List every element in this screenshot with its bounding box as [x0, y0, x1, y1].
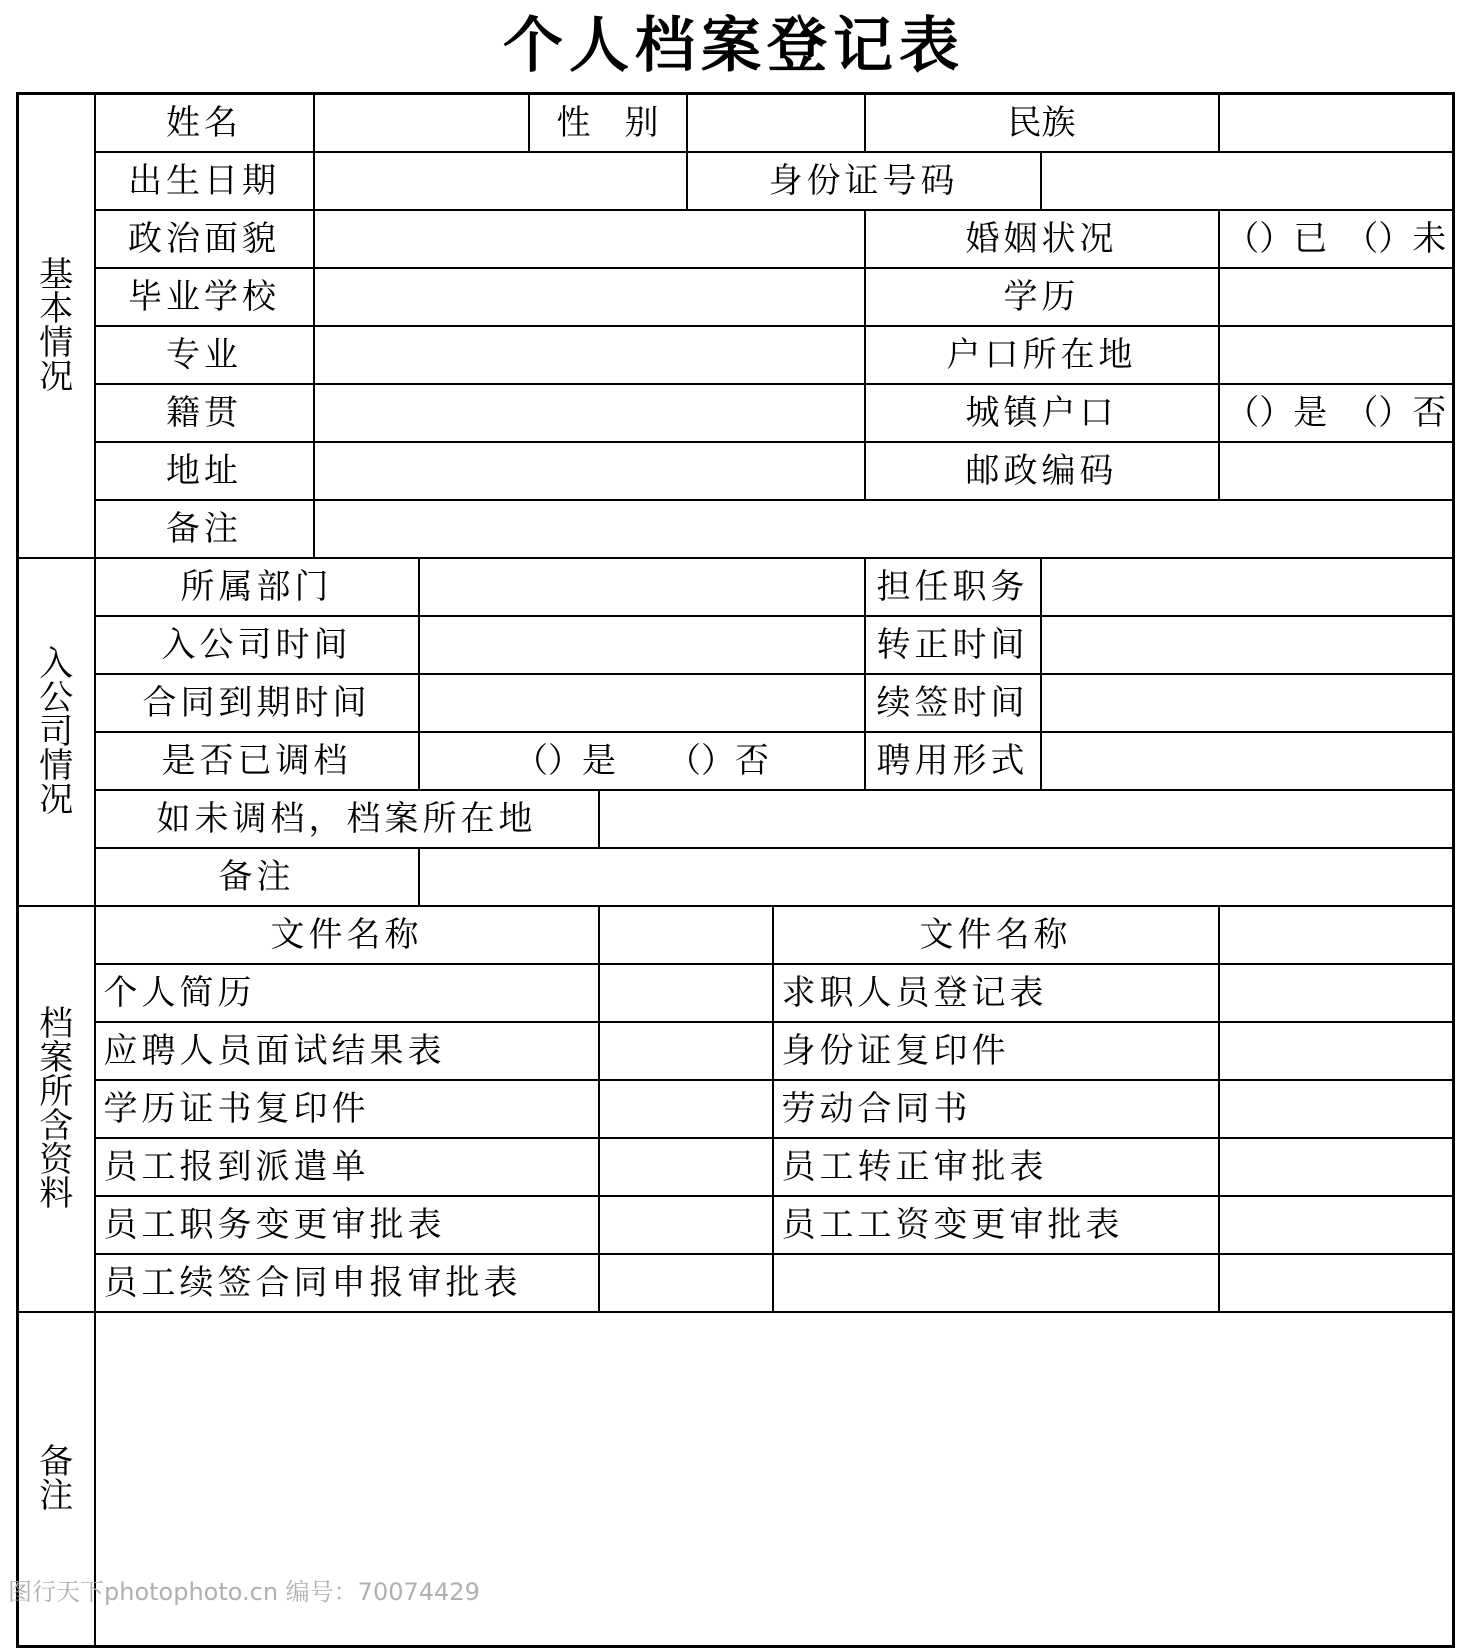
- label-file-location: 如未调档，档案所在地: [95, 790, 599, 848]
- file-check-left[interactable]: [599, 1196, 773, 1254]
- file-check-left[interactable]: [599, 1138, 773, 1196]
- file-check-right[interactable]: [1219, 1196, 1454, 1254]
- label-graduate-school: 毕业学校: [95, 268, 314, 326]
- label-name: 姓名: [95, 94, 314, 152]
- file-item-right: 员工工资变更审批表: [773, 1196, 1219, 1254]
- file-check-left[interactable]: [599, 964, 773, 1022]
- urban-hukou-options[interactable]: （）是 （）否: [1219, 384, 1454, 442]
- field-household-location[interactable]: [1219, 326, 1454, 384]
- field-ethnicity[interactable]: [1219, 94, 1454, 152]
- field-id-number[interactable]: [1041, 152, 1454, 210]
- label-postal-code: 邮政编码: [865, 442, 1219, 500]
- section-notes: 备注: [18, 1312, 95, 1647]
- field-position[interactable]: [1041, 558, 1454, 616]
- label-birth-date: 出生日期: [95, 152, 314, 210]
- section-basic-info: 基本情况: [18, 94, 95, 558]
- check-header-right[interactable]: [1219, 906, 1454, 964]
- label-renewal-date: 续签时间: [865, 674, 1041, 732]
- watermark: 图行天下photophoto.cn 编号：70074429: [8, 1578, 480, 1606]
- header-file-name-right: 文件名称: [773, 906, 1219, 964]
- file-item-left: 学历证书复印件: [95, 1080, 599, 1138]
- section-file-contents: 档案所含资料: [18, 906, 95, 1312]
- field-address[interactable]: [314, 442, 865, 500]
- file-item-right: [773, 1254, 1219, 1312]
- label-education: 学历: [865, 268, 1219, 326]
- label-file-transferred: 是否已调档: [95, 732, 419, 790]
- label-company-remarks: 备注: [95, 848, 419, 906]
- check-header-left[interactable]: [599, 906, 773, 964]
- field-basic-remarks[interactable]: [314, 500, 1454, 558]
- file-check-right[interactable]: [1219, 964, 1454, 1022]
- field-employment-type[interactable]: [1041, 732, 1454, 790]
- field-political-status[interactable]: [314, 210, 865, 268]
- label-employment-type: 聘用形式: [865, 732, 1041, 790]
- field-major[interactable]: [314, 326, 865, 384]
- label-position: 担任职务: [865, 558, 1041, 616]
- field-name[interactable]: [314, 94, 529, 152]
- field-renewal-date[interactable]: [1041, 674, 1454, 732]
- label-join-date: 入公司时间: [95, 616, 419, 674]
- file-check-left[interactable]: [599, 1254, 773, 1312]
- field-native-place[interactable]: [314, 384, 865, 442]
- field-department[interactable]: [419, 558, 865, 616]
- file-check-right[interactable]: [1219, 1022, 1454, 1080]
- field-regular-date[interactable]: [1041, 616, 1454, 674]
- label-urban-hukou: 城镇户口: [865, 384, 1219, 442]
- field-join-date[interactable]: [419, 616, 865, 674]
- field-education[interactable]: [1219, 268, 1454, 326]
- label-native-place: 籍贯: [95, 384, 314, 442]
- file-item-right: 求职人员登记表: [773, 964, 1219, 1022]
- label-ethnicity: 民族: [865, 94, 1219, 152]
- file-check-right[interactable]: [1219, 1138, 1454, 1196]
- file-item-right: 劳动合同书: [773, 1080, 1219, 1138]
- file-item-left: 员工报到派遣单: [95, 1138, 599, 1196]
- label-major: 专业: [95, 326, 314, 384]
- file-item-left: 员工职务变更审批表: [95, 1196, 599, 1254]
- field-birth-date[interactable]: [314, 152, 687, 210]
- label-id-number: 身份证号码: [687, 152, 1041, 210]
- file-item-left: 员工续签合同申报审批表: [95, 1254, 599, 1312]
- marital-status-options[interactable]: （）已 （）未: [1219, 210, 1454, 268]
- file-item-left: 应聘人员面试结果表: [95, 1022, 599, 1080]
- label-contract-expiry: 合同到期时间: [95, 674, 419, 732]
- label-regular-date: 转正时间: [865, 616, 1041, 674]
- file-check-right[interactable]: [1219, 1080, 1454, 1138]
- label-department: 所属部门: [95, 558, 419, 616]
- label-address: 地址: [95, 442, 314, 500]
- field-company-remarks[interactable]: [419, 848, 1454, 906]
- label-household-location: 户口所在地: [865, 326, 1219, 384]
- field-postal-code[interactable]: [1219, 442, 1454, 500]
- file-item-left: 个人简历: [95, 964, 599, 1022]
- field-gender[interactable]: [687, 94, 865, 152]
- label-marital-status: 婚姻状况: [865, 210, 1219, 268]
- label-political-status: 政治面貌: [95, 210, 314, 268]
- label-gender: 性 别: [529, 94, 687, 152]
- field-file-location[interactable]: [599, 790, 1454, 848]
- archive-form-table: [16, 92, 1455, 1648]
- label-basic-remarks: 备注: [95, 500, 314, 558]
- form-title: 个人档案登记表: [503, 11, 965, 81]
- field-contract-expiry[interactable]: [419, 674, 865, 732]
- file-check-left[interactable]: [599, 1080, 773, 1138]
- file-check-right[interactable]: [1219, 1254, 1454, 1312]
- file-item-right: 身份证复印件: [773, 1022, 1219, 1080]
- field-graduate-school[interactable]: [314, 268, 865, 326]
- file-transferred-options[interactable]: （）是 （）否: [419, 732, 865, 790]
- section-company-info: 入公司情况: [18, 558, 95, 906]
- file-check-left[interactable]: [599, 1022, 773, 1080]
- header-file-name-left: 文件名称: [95, 906, 599, 964]
- file-item-right: 员工转正审批表: [773, 1138, 1219, 1196]
